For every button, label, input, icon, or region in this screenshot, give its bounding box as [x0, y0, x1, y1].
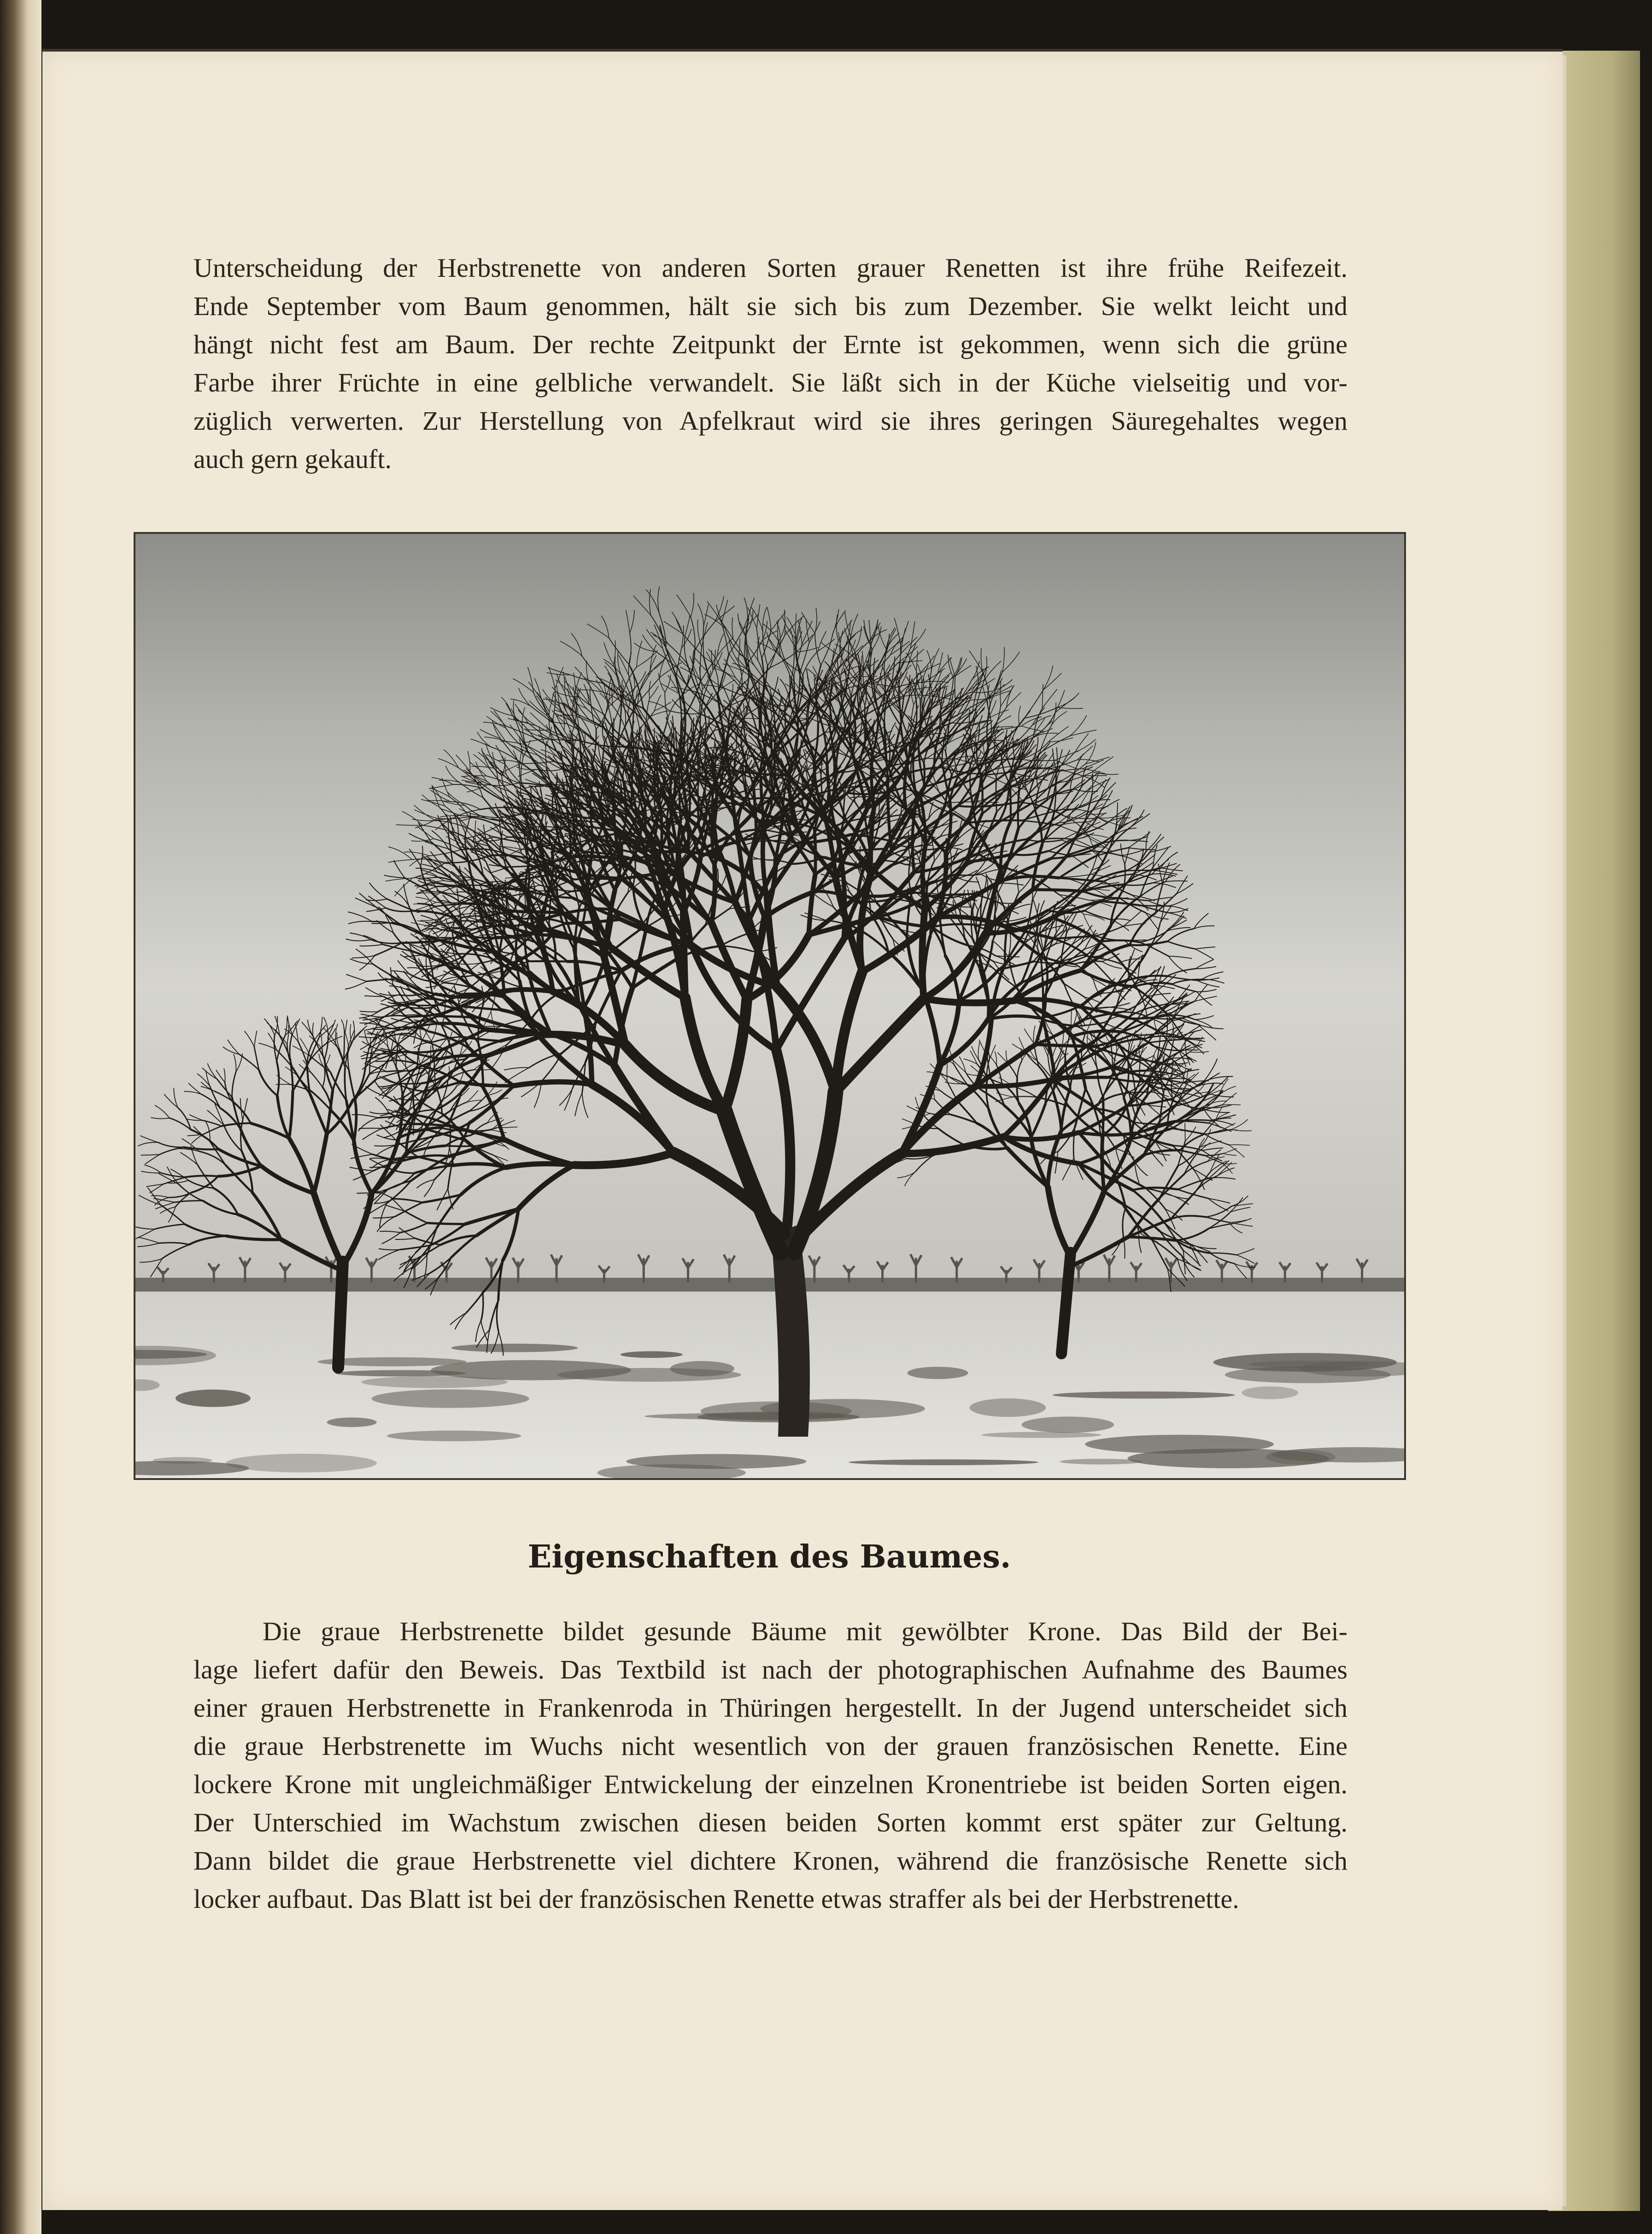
tree-photograph — [134, 532, 1406, 1480]
branch — [697, 751, 698, 783]
text-line: Farbe ihrer Früchte in eine gelbliche verwandelt. Sie läßt sich in der Küche vielseitig und vor- — [193, 368, 1347, 398]
branch — [681, 721, 682, 779]
ground-patch — [361, 1376, 507, 1388]
ground-patch — [372, 1389, 529, 1408]
ground-patch — [970, 1398, 1046, 1417]
ground-patch — [908, 1367, 968, 1379]
branch — [430, 1046, 431, 1064]
ground-patch — [1085, 1435, 1274, 1454]
ground-patch — [644, 1413, 846, 1420]
branch — [398, 1083, 422, 1084]
ground-patch — [226, 1454, 377, 1473]
branch — [476, 993, 497, 994]
text-line: auch gern gekauft. — [193, 444, 392, 474]
branch — [1125, 940, 1146, 941]
ground-patch — [327, 1417, 377, 1427]
text-line: züglich verwerten. Zur Herstellung von Apfelkraut wird sie ihres geringen Säuregehaltes wegen — [193, 406, 1347, 436]
branch — [428, 1223, 465, 1224]
page-top-edge — [42, 49, 1563, 52]
ground-patch — [982, 1432, 1101, 1438]
ground-patch — [621, 1351, 683, 1358]
ground-patch — [176, 1390, 251, 1407]
ground-patch — [451, 1344, 578, 1352]
branch — [359, 1128, 382, 1129]
ground-patch — [1225, 1366, 1391, 1383]
left-trunk — [338, 1262, 343, 1368]
horizon-treeline — [135, 1278, 1404, 1292]
text-line: Unterscheidung der Herbstrenette von anderen Sorten grauer Renetten ist ihre frühe Reifezeit. — [193, 253, 1347, 283]
book-gutter — [0, 0, 41, 2234]
ground-patch — [1022, 1416, 1114, 1433]
branch — [1087, 847, 1106, 848]
ground-patch — [387, 1431, 521, 1441]
text-line: hängt nicht fest am Baum. Der rechte Zeitpunkt der Ernte ist gekommen, wenn sich die grüne — [193, 329, 1347, 359]
winter-tree-illustration — [135, 534, 1404, 1478]
ground-patch — [670, 1361, 734, 1376]
ground-patch — [1242, 1386, 1299, 1399]
ground-patch — [849, 1459, 1038, 1465]
ground-patch — [1053, 1392, 1235, 1399]
ground-patch — [152, 1457, 212, 1464]
paragraph-reifezeit — [193, 249, 1347, 478]
branch — [1032, 877, 1033, 900]
text-line: Ende September vom Baum genommen, hält sie sich bis zum Dezember. Sie welkt leicht und — [193, 291, 1347, 321]
